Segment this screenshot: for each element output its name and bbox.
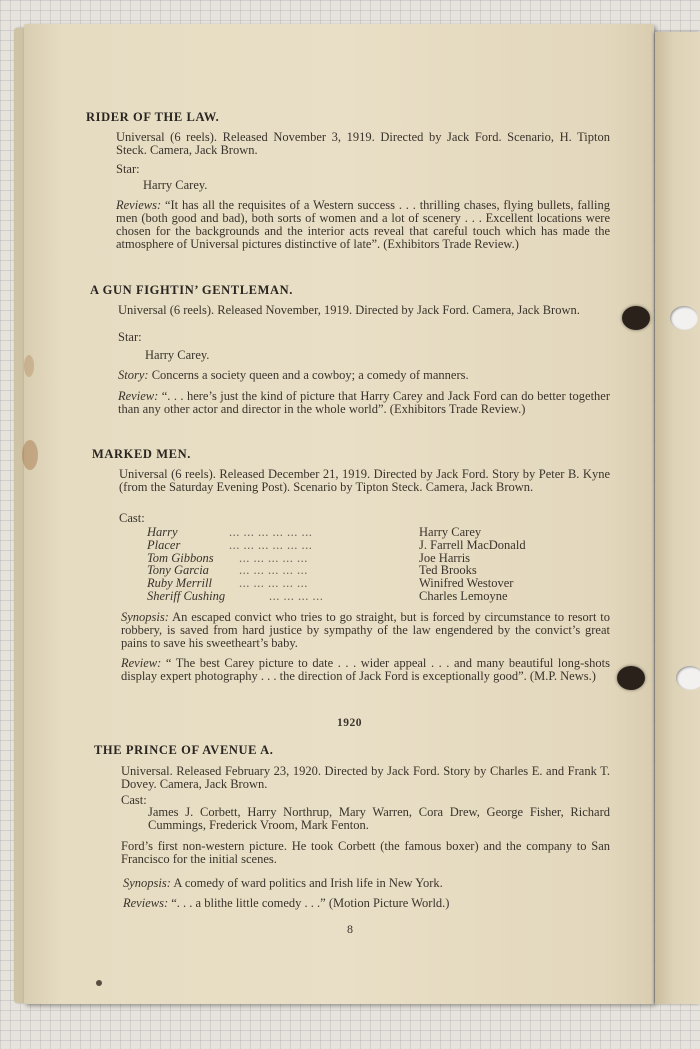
cast-actor: Harry Carey	[419, 525, 482, 539]
cast-label: Cast:	[121, 793, 147, 807]
cast-row	[147, 590, 577, 603]
cast-role: Tom Gibbons	[147, 550, 214, 565]
star-label: Star:	[116, 162, 140, 176]
synopsis-text: A comedy of ward politics and Irish life in New York.	[173, 876, 443, 890]
cast-row	[147, 552, 577, 565]
section-title: RIDER OF THE LAW.	[86, 110, 220, 124]
cast-role: Harry	[147, 525, 178, 539]
cast-actor: Joe Harris	[419, 550, 471, 565]
cast-role: Ruby Merrill	[147, 576, 212, 591]
leader-dots: ... ... ... ... ...	[239, 550, 308, 565]
section-title: MARKED MEN.	[92, 447, 191, 461]
star-name: Harry Carey.	[143, 178, 208, 192]
star-name: Harry Carey.	[145, 348, 210, 362]
story-text: Concerns a society queen and a cowboy; a comedy of manners.	[151, 368, 469, 382]
review-block	[118, 390, 610, 416]
cast-actor: J. Farrell MacDonald	[419, 537, 526, 552]
synopsis-text: An escaped convict who tries to go straight, but is forced by circumstance to resort to robbery, is saved from hard justice by sympathy of the law engendered by the convict’s great pains to save his sweetheart’s baby.	[121, 610, 611, 650]
leader-dots: ... ... ... ...	[269, 588, 324, 603]
synopsis-label: Synopsis:	[121, 610, 169, 624]
synopsis-block	[123, 877, 610, 890]
cast-text: James J. Corbett, Harry Northrup, Mary Warren, Cora Drew, George Fisher, Richard Cummings, Frederick Vroom, Mark Fenton.	[148, 805, 610, 832]
cast-row	[147, 526, 577, 539]
star-label: Star:	[118, 330, 142, 344]
leader-dots: ... ... ... ... ... ...	[229, 525, 313, 539]
cast-label: Cast:	[119, 511, 145, 525]
section-details: Universal (6 reels). Released December 21, 1919. Directed by Jack Ford. Story by Peter B. Kyne (from the Saturday Evening Post). Scenario by Tipton Steck. Camera, Jack Brown.	[119, 467, 610, 494]
cast-actor: Ted Brooks	[419, 563, 477, 578]
review-text: “ The best Carey picture to date . . . wider appeal . . . and many beautiful long-shots display expert photography . . . the direction of Jack Ford is exceptionally good”. (M.P. News.)	[121, 656, 610, 683]
cast-actor: Charles Lemoyne	[419, 588, 508, 603]
review-label: Review:	[118, 389, 159, 403]
section-details: Universal. Released February 23, 1920. Directed by Jack Ford. Story by Charles E. and Frank T. Dovey. Camera, Jack Brown.	[121, 764, 610, 791]
section-details: Universal (6 reels). Released November, 1919. Directed by Jack Ford. Camera, Jack Brown.	[118, 303, 580, 317]
section-details: Universal (6 reels). Released November 3, 1919. Directed by Jack Ford. Scenario, H. Tipton Steck. Camera, Jack Brown.	[116, 130, 610, 157]
cast-row	[147, 539, 577, 552]
cast-list	[147, 526, 577, 603]
reviews-label: Reviews:	[116, 198, 162, 212]
cast-role: Placer	[147, 537, 181, 552]
page-number: 8	[347, 922, 353, 936]
leader-dots: ... ... ... ... ... ...	[229, 537, 313, 552]
story-label: Story:	[118, 368, 149, 382]
reviews-text: “. . . a blithe little comedy . . .” (Motion Picture World.)	[171, 896, 450, 910]
note-text: Ford’s first non-western picture. He took Corbett (the famous boxer) and the company to San Francisco for the initial scenes.	[121, 839, 610, 866]
cast-role: Sheriff Cushing	[147, 588, 226, 603]
reviews-block	[116, 199, 610, 251]
section-title: THE PRINCE OF AVENUE A.	[94, 743, 274, 757]
synopsis-block	[121, 611, 610, 650]
year-divider: 1920	[337, 717, 362, 729]
review-block	[121, 657, 610, 683]
story-block	[118, 369, 610, 382]
section-title: A GUN FIGHTIN’ GENTLEMAN.	[90, 283, 293, 297]
review-text: “. . . here’s just the kind of picture that Harry Carey and Jack Ford can do better together than any other actor and director in the whole world”. (Exhibitors Trade Review.)	[118, 389, 611, 416]
cast-role: Tony Garcia	[147, 563, 209, 578]
reviews-block	[123, 897, 610, 910]
review-label: Review:	[121, 656, 162, 670]
leader-dots: ... ... ... ... ...	[239, 563, 308, 578]
reviews-text: “It has all the requisites of a Western success . . . thrilling chases, flying bullets, falling men (both good and bad), both sorts of women and a lot of scenery . . . Excellent locations were chosen for the backgrounds and the interior acts reveal that careful touch which has made the atmosphere of Universal pictures distinctive of late”. (Exhibitors Trade Review.)	[116, 198, 611, 251]
reviews-label: Reviews:	[123, 896, 169, 910]
cast-actor: Winifred Westover	[419, 576, 514, 591]
synopsis-label: Synopsis:	[123, 876, 171, 890]
leader-dots: ... ... ... ... ...	[239, 576, 308, 591]
